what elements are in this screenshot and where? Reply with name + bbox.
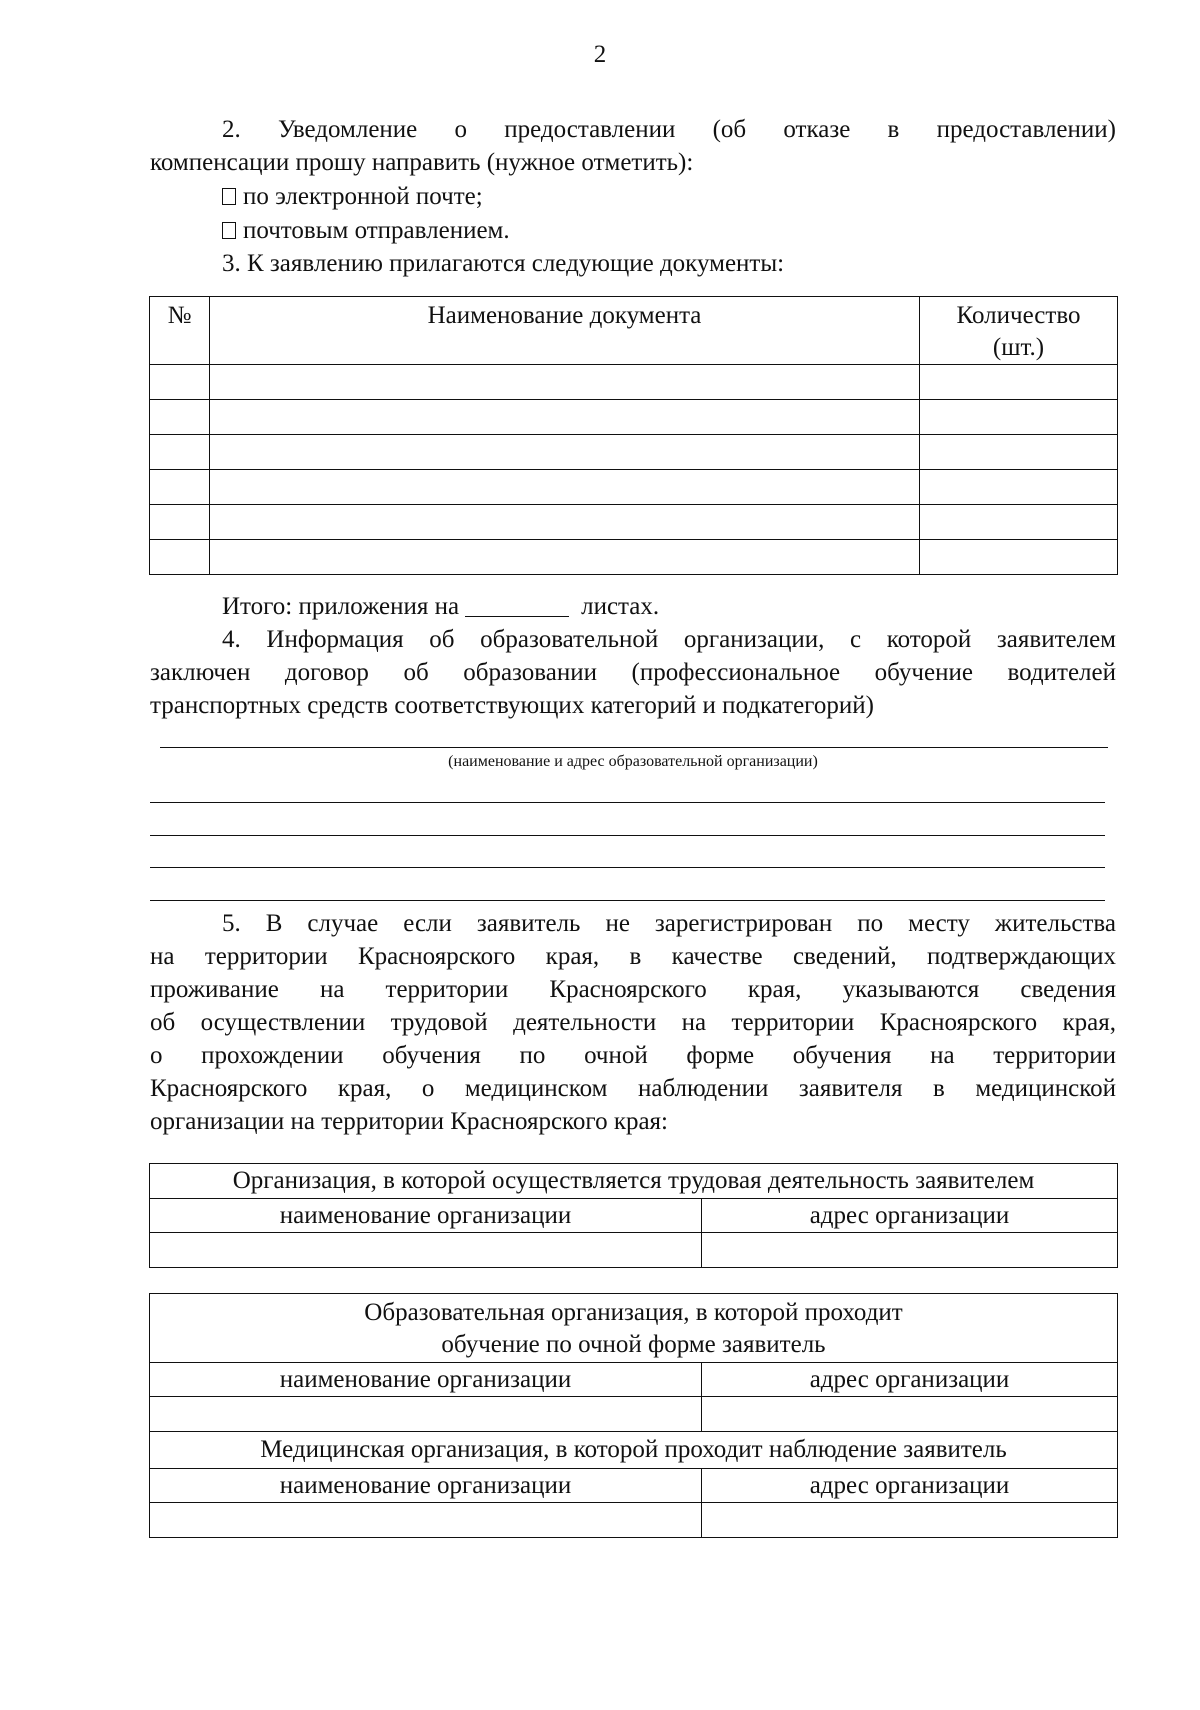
work-org-col-address: адрес организации (702, 1199, 1118, 1233)
table-cell[interactable] (210, 540, 920, 575)
option-post[interactable] (222, 214, 510, 247)
option-email[interactable] (222, 180, 483, 213)
med-org-title: Медицинская организация, в которой проходит наблюдение заявитель (150, 1432, 1118, 1469)
col-name-header: Наименование документа (210, 297, 920, 365)
table-cell[interactable] (150, 540, 210, 575)
table-cell[interactable] (150, 400, 210, 435)
table-cell[interactable] (150, 505, 210, 540)
table-cell[interactable] (150, 470, 210, 505)
table-cell[interactable] (920, 505, 1118, 540)
med-org-col-address: адрес организации (702, 1469, 1118, 1503)
work-org-address-cell[interactable] (702, 1233, 1118, 1268)
edu-org-line-3[interactable] (150, 835, 1105, 836)
med-org-col-name: наименование организации (150, 1469, 702, 1503)
section4-line3: транспортных средств соответствующих категорий и подкатегорий) (150, 692, 874, 719)
edu-org-line-2[interactable] (150, 802, 1105, 803)
section4-line1: 4. Информация об образовательной организации, с которой заявителем (222, 626, 1116, 653)
table-row (150, 365, 1118, 400)
work-org-name-cell[interactable] (150, 1233, 702, 1268)
section5-line6: Красноярского края, о медицинском наблюдении заявителя в медицинской (150, 1075, 1116, 1102)
table-row (150, 435, 1118, 470)
edu-org-name-cell[interactable] (150, 1397, 702, 1432)
table-row (150, 505, 1118, 540)
total-line (150, 590, 1116, 623)
edu-org-line-4[interactable] (150, 867, 1105, 868)
table-cell[interactable] (920, 365, 1118, 400)
section2-line1: 2. Уведомление о предоставлении (об отказе в предоставлении) (222, 116, 1116, 143)
edu-org-col-name: наименование организации (150, 1363, 702, 1397)
table-cell[interactable] (150, 435, 210, 470)
work-org-col-name: наименование организации (150, 1199, 702, 1233)
edu-org-name-line[interactable] (160, 747, 1108, 748)
edu-org-col-address: адрес организации (702, 1363, 1118, 1397)
total-sheets-blank[interactable] (465, 592, 569, 617)
checkbox-email[interactable] (222, 188, 236, 205)
col-quantity-header (920, 297, 1118, 365)
table-cell[interactable] (210, 365, 920, 400)
table-cell[interactable] (210, 505, 920, 540)
col-number-header: № (150, 297, 210, 365)
table-cell[interactable] (920, 540, 1118, 575)
section5-line3: проживание на территории Красноярского края, указываются сведения (150, 976, 1116, 1003)
edu-org-title (150, 1294, 1118, 1363)
section5-line5: о прохождении обучения по очной форме обучения на территории (150, 1042, 1116, 1069)
table-row (150, 470, 1118, 505)
section4-line2: заключен договор об образовании (профессиональное обучение водителей (150, 659, 1116, 686)
col-quantity-line2: (шт.) (992, 334, 1045, 361)
documents-table (149, 296, 1118, 575)
table-cell[interactable] (920, 435, 1118, 470)
total-prefix: Итого: приложения на (222, 593, 460, 620)
table-cell[interactable] (150, 365, 210, 400)
edu-med-org-table (149, 1293, 1118, 1538)
edu-org-title-line2: обучение по очной форме заявитель (441, 1331, 826, 1358)
section5-line7: организации на территории Красноярского края: (150, 1108, 669, 1135)
work-org-table (149, 1163, 1118, 1268)
med-org-name-cell[interactable] (150, 1503, 702, 1538)
table-cell[interactable] (210, 400, 920, 435)
work-org-title: Организация, в которой осуществляется трудовая деятельность заявителем (150, 1164, 1118, 1199)
section3-heading: 3. К заявлению прилагаются следующие документы: (222, 250, 785, 277)
edu-org-title-line1: Образовательная организация, в которой проходит (364, 1299, 903, 1326)
option-post-label: почтовым отправлением. (243, 217, 510, 244)
table-cell[interactable] (210, 470, 920, 505)
table-row (150, 540, 1118, 575)
table-row (150, 400, 1118, 435)
table-cell[interactable] (920, 470, 1118, 505)
documents-table-header (150, 297, 1118, 365)
edu-org-line-5[interactable] (150, 900, 1105, 901)
col-quantity-line1: Количество (956, 302, 1081, 329)
section2-line2: компенсации прошу направить (нужное отметить): (150, 149, 694, 176)
table-cell[interactable] (920, 400, 1118, 435)
table-cell[interactable] (210, 435, 920, 470)
med-org-address-cell[interactable] (702, 1503, 1118, 1538)
page-number: 2 (593, 41, 607, 68)
edu-org-caption: (наименование и адрес образовательной организации) (448, 753, 818, 770)
section5-line4: об осуществлении трудовой деятельности на территории Красноярского края, (150, 1009, 1116, 1036)
option-email-label: по электронной почте; (243, 183, 483, 210)
section5-line1: 5. В случае если заявитель не зарегистрирован по месту жительства (222, 910, 1116, 937)
section5-line2: на территории Красноярского края, в качестве сведений, подтверждающих (150, 943, 1116, 970)
total-suffix: листах. (581, 593, 660, 620)
checkbox-post[interactable] (222, 222, 236, 239)
edu-org-address-cell[interactable] (702, 1397, 1118, 1432)
